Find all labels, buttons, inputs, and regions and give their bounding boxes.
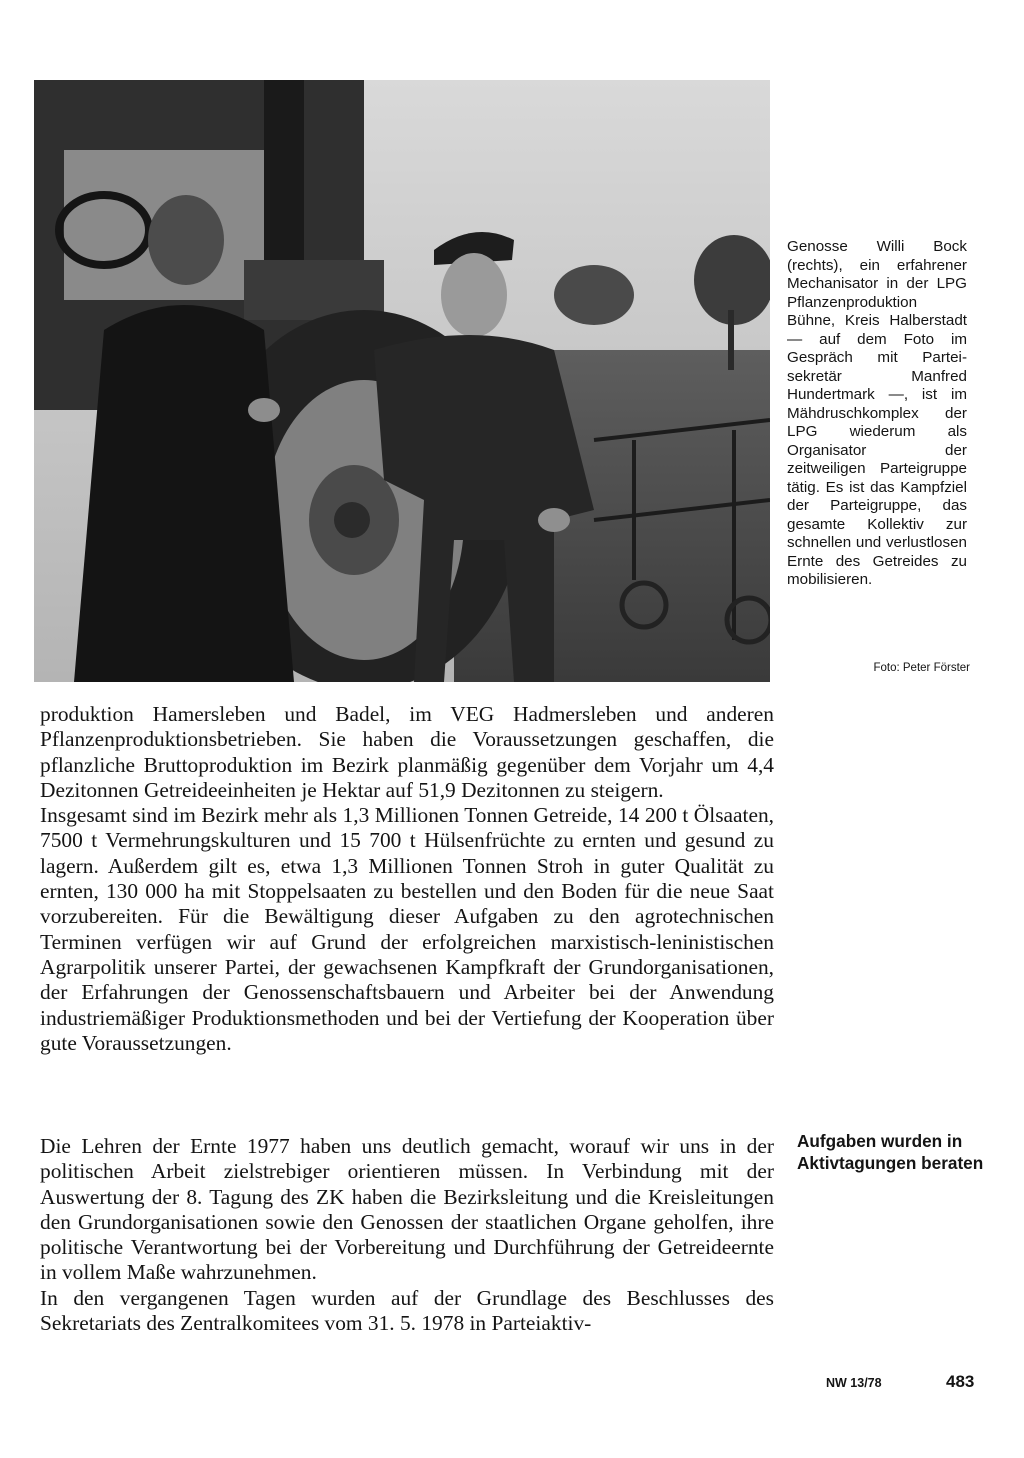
photo-tractor-two-men-field-icon (34, 80, 770, 682)
issue-label: NW 13/78 (826, 1376, 882, 1390)
page-number: 483 (946, 1372, 975, 1391)
photo-caption: Genosse Willi Bock (rechts), ein erfahrener Mechanisator in der LPG Pflanzenproduktion Bühne, Kreis Halberstadt — auf dem Foto im Gespräch mit Parteisekretär Manfred Hundertmark —, ist im Mähdruschkomplex der LPG wiederum als Organisator der zeitweiligen Parteigruppe tätig. Es ist das Kampfziel der Parteigruppe, das gesamte Kollektiv zur schnellen und verlustlosen Ernte des Getreides zu mobilisieren. (787, 238, 967, 588)
body-text-lower (40, 1134, 774, 1336)
paragraph: Insgesamt sind im Bezirk mehr als 1,3 Millionen Tonnen Getreide, 14 200 t Ölsaaten, 7500 t Vermehrungskulturen und 15 700 t Hülsenfrüchte zu ernten und gesund zu lagern. Außerdem gilt es, etwa 1,3 Millionen Tonnen Stroh in guter Qualität zu ernten, 130 000 ha mit Stoppelsaaten zu bestellen und den Boden für die neue Saat vorzubereiten. Für die Bewältigung dieser Aufgaben zu den agrotechnischen Terminen verfügen wir auf Grund der erfolgreichen marxistisch-leninistischen Agrarpolitik unserer Partei, der gewachsenen Kampfkraft der Grundorganisationen, der Erfahrungen der Genossenschaftsbauern und Arbeiter bei der Anwendung industriemäßiger Produktionsmethoden und bei der Vertiefung der Kooperation über gute Voraussetzungen. (40, 803, 774, 1055)
paragraph: Die Lehren der Ernte 1977 haben uns deutlich gemacht, worauf wir uns in der politischen Arbeit zielstrebiger orientieren müssen. In Verbindung mit der Auswertung der 8. Tagung des ZK haben die Bezirksleitung und die Kreisleitungen den Grundorganisationen sowie den Genossen der staatlichen Organe geholfen, ihre politische Verantwortung bei der Vorbereitung und Durchführung der Getreideernte in vollem Maße wahrzunehmen. (40, 1134, 774, 1285)
paragraph: In den vergangenen Tagen wurden auf der Grundlage des Beschlusses des Sekretariats des Zentralkomitees vom 31. 5. 1978 in Parteiaktiv- (40, 1285, 774, 1336)
photo-credit: Foto: Peter Förster (873, 662, 970, 674)
paragraph: produktion Hamersleben und Badel, im VEG Hadmersleben und anderen Pflanzenproduktionsbetrieben. Sie haben die Voraussetzungen geschaffen, die pflanzliche Bruttoproduktion im Bezirk planmäßig gegenüber dem Vorjahr um 4,4 Dezitonnen Getreideeinheiten je Hektar auf 51,9 Dezitonnen zu steigern. (40, 702, 774, 802)
body-text-upper (40, 702, 774, 1056)
photo (34, 80, 770, 682)
side-heading: Aufgaben wurden in Aktivtagungen beraten (797, 1131, 984, 1173)
